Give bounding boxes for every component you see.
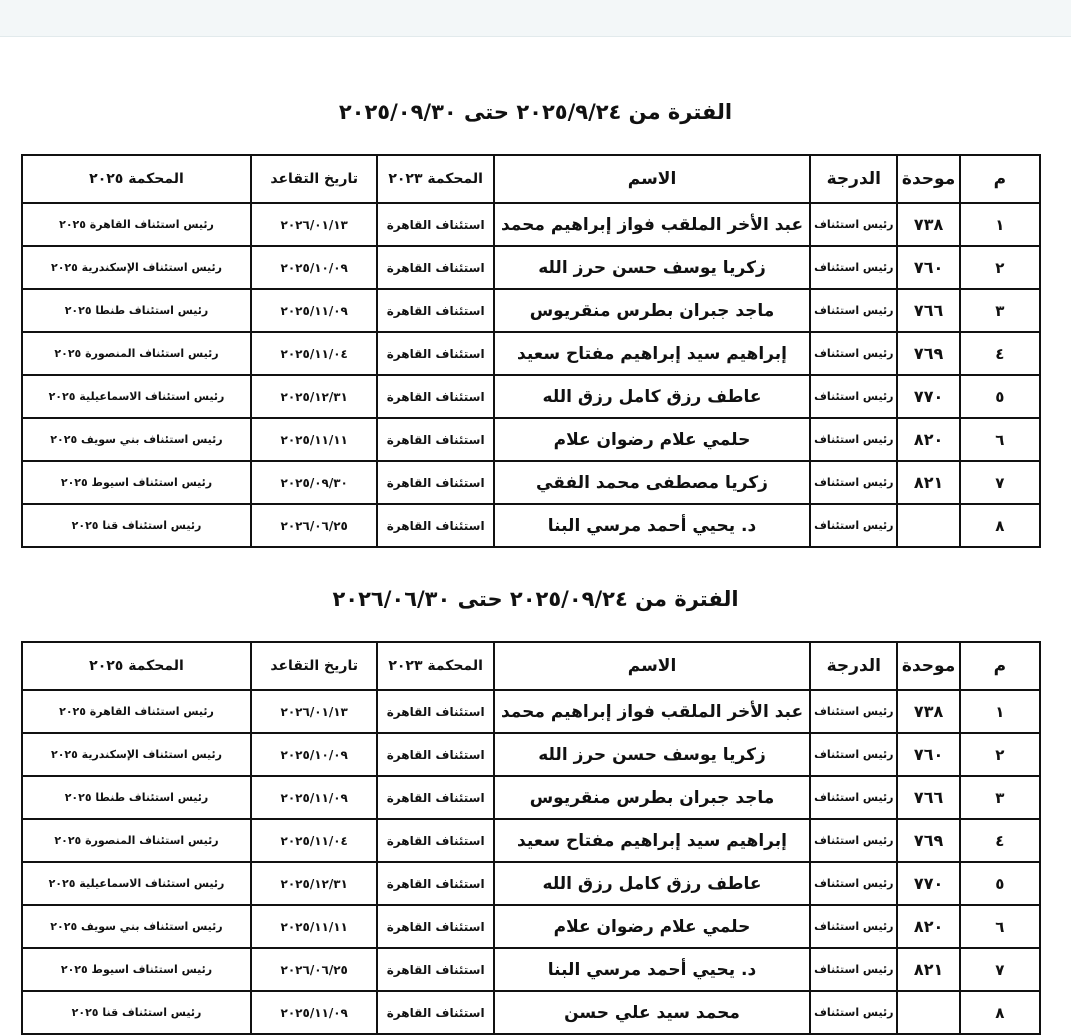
cell-code: ٨٢٠ <box>897 905 959 948</box>
cell-court2023: استئناف القاهرة <box>377 733 493 776</box>
top-bar <box>0 0 1071 37</box>
cell-court2025: رئيس استئناف قنا ٢٠٢٥ <box>22 504 251 547</box>
cell-name: د. يحيي أحمد مرسي البنا <box>494 948 810 991</box>
cell-court2023: استئناف القاهرة <box>377 776 493 819</box>
cell-court2023: استئناف القاهرة <box>377 418 493 461</box>
cell-m: ٧ <box>960 461 1040 504</box>
table-row <box>22 905 1040 948</box>
header-retire: تاريخ التقاعد <box>251 642 377 690</box>
cell-name: عاطف رزق كامل رزق الله <box>494 375 810 418</box>
cell-court2025: رئيس استئناف بني سويف ٢٠٢٥ <box>22 418 251 461</box>
cell-code: ٨٢٠ <box>897 418 959 461</box>
section1-table <box>21 154 1041 548</box>
cell-m: ٢ <box>960 733 1040 776</box>
table-row <box>22 332 1040 375</box>
cell-court2025: رئيس استئناف الإسكندرية ٢٠٢٥ <box>22 246 251 289</box>
cell-court2025: رئيس استئناف القاهرة ٢٠٢٥ <box>22 690 251 733</box>
cell-rank: رئيس استئناف <box>810 991 897 1034</box>
section2-title: الفترة من ٢٠٢٥/٠٩/٢٤ حتى ٢٠٢٦/٠٦/٣٠ <box>332 587 739 611</box>
cell-name: زكريا مصطفى محمد الفقي <box>494 461 810 504</box>
cell-m: ٤ <box>960 819 1040 862</box>
cell-m: ٢ <box>960 246 1040 289</box>
cell-court2025: رئيس استئناف بني سويف ٢٠٢٥ <box>22 905 251 948</box>
cell-code: ٧٦٦ <box>897 289 959 332</box>
cell-name: زكريا يوسف حسن حرز الله <box>494 246 810 289</box>
cell-court2025: رئيس استئناف اسيوط ٢٠٢٥ <box>22 948 251 991</box>
table-row <box>22 504 1040 547</box>
cell-code: ٧٧٠ <box>897 375 959 418</box>
cell-retire-date: ٢٠٢٥/١٢/٣١ <box>251 375 377 418</box>
cell-code: ٨٢١ <box>897 461 959 504</box>
cell-name: إبراهيم سيد إبراهيم مفتاح سعيد <box>494 332 810 375</box>
header-retire: تاريخ التقاعد <box>251 155 377 203</box>
cell-code <box>897 991 959 1034</box>
cell-rank: رئيس استئناف <box>810 905 897 948</box>
cell-retire-date: ٢٠٢٥/١١/٠٤ <box>251 332 377 375</box>
cell-rank: رئيس استئناف <box>810 948 897 991</box>
cell-retire-date: ٢٠٢٥/١١/٠٩ <box>251 991 377 1034</box>
cell-code: ٧٧٠ <box>897 862 959 905</box>
cell-m: ١ <box>960 690 1040 733</box>
cell-rank: رئيس استئناف <box>810 690 897 733</box>
cell-rank: رئيس استئناف <box>810 418 897 461</box>
cell-code: ٨٢١ <box>897 948 959 991</box>
cell-retire-date: ٢٠٢٥/٠٩/٣٠ <box>251 461 377 504</box>
section2-table-viewport <box>0 641 1071 1023</box>
cell-code: ٧٣٨ <box>897 203 959 246</box>
cell-court2025: رئيس استئناف الإسكندرية ٢٠٢٥ <box>22 733 251 776</box>
cell-code: ٧٦٠ <box>897 733 959 776</box>
header-code: موحدة <box>897 155 959 203</box>
cell-retire-date: ٢٠٢٥/١١/٠٤ <box>251 819 377 862</box>
table-row <box>22 418 1040 461</box>
cell-court2023: استئناف القاهرة <box>377 690 493 733</box>
cell-court2023: استئناف القاهرة <box>377 461 493 504</box>
cell-court2025: رئيس استئناف المنصورة ٢٠٢٥ <box>22 332 251 375</box>
table-row <box>22 289 1040 332</box>
cell-court2023: استئناف القاهرة <box>377 203 493 246</box>
cell-name: محمد سيد علي حسن <box>494 991 810 1034</box>
cell-m: ٨ <box>960 504 1040 547</box>
cell-code <box>897 504 959 547</box>
cell-court2023: استئناف القاهرة <box>377 375 493 418</box>
cell-court2023: استئناف القاهرة <box>377 246 493 289</box>
cell-rank: رئيس استئناف <box>810 733 897 776</box>
cell-m: ٦ <box>960 905 1040 948</box>
header-name: الاسم <box>494 642 810 690</box>
cell-name: عاطف رزق كامل رزق الله <box>494 862 810 905</box>
cell-name: حلمي علام رضوان علام <box>494 905 810 948</box>
header-name: الاسم <box>494 155 810 203</box>
table-row <box>22 461 1040 504</box>
cell-m: ١ <box>960 203 1040 246</box>
cell-court2025: رئيس استئناف الاسماعيلية ٢٠٢٥ <box>22 375 251 418</box>
cell-name: د. يحيي أحمد مرسي البنا <box>494 504 810 547</box>
cell-court2023: استئناف القاهرة <box>377 332 493 375</box>
cell-name: ماجد جبران بطرس منقريوس <box>494 776 810 819</box>
cell-m: ٧ <box>960 948 1040 991</box>
header-court2025: المحكمة ٢٠٢٥ <box>22 155 251 203</box>
cell-retire-date: ٢٠٢٥/١١/٠٩ <box>251 289 377 332</box>
header-court2025: المحكمة ٢٠٢٥ <box>22 642 251 690</box>
table-row <box>22 246 1040 289</box>
cell-court2025: رئيس استئناف الاسماعيلية ٢٠٢٥ <box>22 862 251 905</box>
cell-name: عبد الأخر الملقب فواز إبراهيم محمد <box>494 203 810 246</box>
cell-court2025: رئيس استئناف المنصورة ٢٠٢٥ <box>22 819 251 862</box>
cell-rank: رئيس استئناف <box>810 819 897 862</box>
cell-m: ٣ <box>960 776 1040 819</box>
table-header-row <box>22 155 1040 203</box>
cell-court2023: استئناف القاهرة <box>377 905 493 948</box>
header-court2023: المحكمة ٢٠٢٣ <box>377 642 493 690</box>
cell-rank: رئيس استئناف <box>810 375 897 418</box>
section1-title: الفترة من ٢٠٢٥/٩/٢٤ حتى ٢٠٢٥/٠٩/٣٠ <box>338 100 733 124</box>
cell-code: ٧٦٩ <box>897 332 959 375</box>
header-rank: الدرجة <box>810 155 897 203</box>
table-row <box>22 690 1040 733</box>
table-row <box>22 776 1040 819</box>
cell-court2025: رئيس استئناف قنا ٢٠٢٥ <box>22 991 251 1034</box>
cell-rank: رئيس استئناف <box>810 776 897 819</box>
table-row <box>22 203 1040 246</box>
cell-rank: رئيس استئناف <box>810 203 897 246</box>
cell-court2023: استئناف القاهرة <box>377 819 493 862</box>
cell-retire-date: ٢٠٢٥/١١/١١ <box>251 905 377 948</box>
cell-m: ٤ <box>960 332 1040 375</box>
table-row <box>22 862 1040 905</box>
cell-rank: رئيس استئناف <box>810 862 897 905</box>
table-row <box>22 948 1040 991</box>
cell-retire-date: ٢٠٢٦/٠١/١٣ <box>251 203 377 246</box>
cell-m: ٣ <box>960 289 1040 332</box>
cell-m: ٦ <box>960 418 1040 461</box>
cell-retire-date: ٢٠٢٥/١٢/٣١ <box>251 862 377 905</box>
header-rank: الدرجة <box>810 642 897 690</box>
header-court2023: المحكمة ٢٠٢٣ <box>377 155 493 203</box>
header-code: موحدة <box>897 642 959 690</box>
cell-retire-date: ٢٠٢٥/١٠/٠٩ <box>251 246 377 289</box>
cell-rank: رئيس استئناف <box>810 289 897 332</box>
table-row <box>22 819 1040 862</box>
cell-court2023: استئناف القاهرة <box>377 504 493 547</box>
cell-code: ٧٦٠ <box>897 246 959 289</box>
cell-m: ٥ <box>960 862 1040 905</box>
cell-retire-date: ٢٠٢٦/٠٦/٢٥ <box>251 504 377 547</box>
cell-code: ٧٣٨ <box>897 690 959 733</box>
cell-court2025: رئيس استئناف القاهرة ٢٠٢٥ <box>22 203 251 246</box>
cell-court2025: رئيس استئناف اسيوط ٢٠٢٥ <box>22 461 251 504</box>
cell-court2023: استئناف القاهرة <box>377 991 493 1034</box>
header-m: م <box>960 155 1040 203</box>
cell-rank: رئيس استئناف <box>810 504 897 547</box>
cell-name: ماجد جبران بطرس منقريوس <box>494 289 810 332</box>
cell-court2025: رئيس استئناف طنطا ٢٠٢٥ <box>22 776 251 819</box>
cell-court2025: رئيس استئناف طنطا ٢٠٢٥ <box>22 289 251 332</box>
cell-court2023: استئناف القاهرة <box>377 862 493 905</box>
cell-name: عبد الأخر الملقب فواز إبراهيم محمد <box>494 690 810 733</box>
cell-name: زكريا يوسف حسن حرز الله <box>494 733 810 776</box>
header-m: م <box>960 642 1040 690</box>
cell-m: ٥ <box>960 375 1040 418</box>
cell-m: ٨ <box>960 991 1040 1034</box>
cell-name: إبراهيم سيد إبراهيم مفتاح سعيد <box>494 819 810 862</box>
table-row <box>22 733 1040 776</box>
cell-retire-date: ٢٠٢٥/١٠/٠٩ <box>251 733 377 776</box>
table-row <box>22 375 1040 418</box>
cell-court2023: استئناف القاهرة <box>377 948 493 991</box>
cell-court2023: استئناف القاهرة <box>377 289 493 332</box>
cell-rank: رئيس استئناف <box>810 332 897 375</box>
cell-retire-date: ٢٠٢٥/١١/١١ <box>251 418 377 461</box>
cell-code: ٧٦٩ <box>897 819 959 862</box>
table-row <box>22 991 1040 1034</box>
cell-retire-date: ٢٠٢٦/٠٦/٢٥ <box>251 948 377 991</box>
table-header-row <box>22 642 1040 690</box>
cell-code: ٧٦٦ <box>897 776 959 819</box>
cell-rank: رئيس استئناف <box>810 461 897 504</box>
cell-name: حلمي علام رضوان علام <box>494 418 810 461</box>
cell-rank: رئيس استئناف <box>810 246 897 289</box>
cell-retire-date: ٢٠٢٥/١١/٠٩ <box>251 776 377 819</box>
section2-table <box>21 641 1041 1035</box>
cell-retire-date: ٢٠٢٦/٠١/١٣ <box>251 690 377 733</box>
